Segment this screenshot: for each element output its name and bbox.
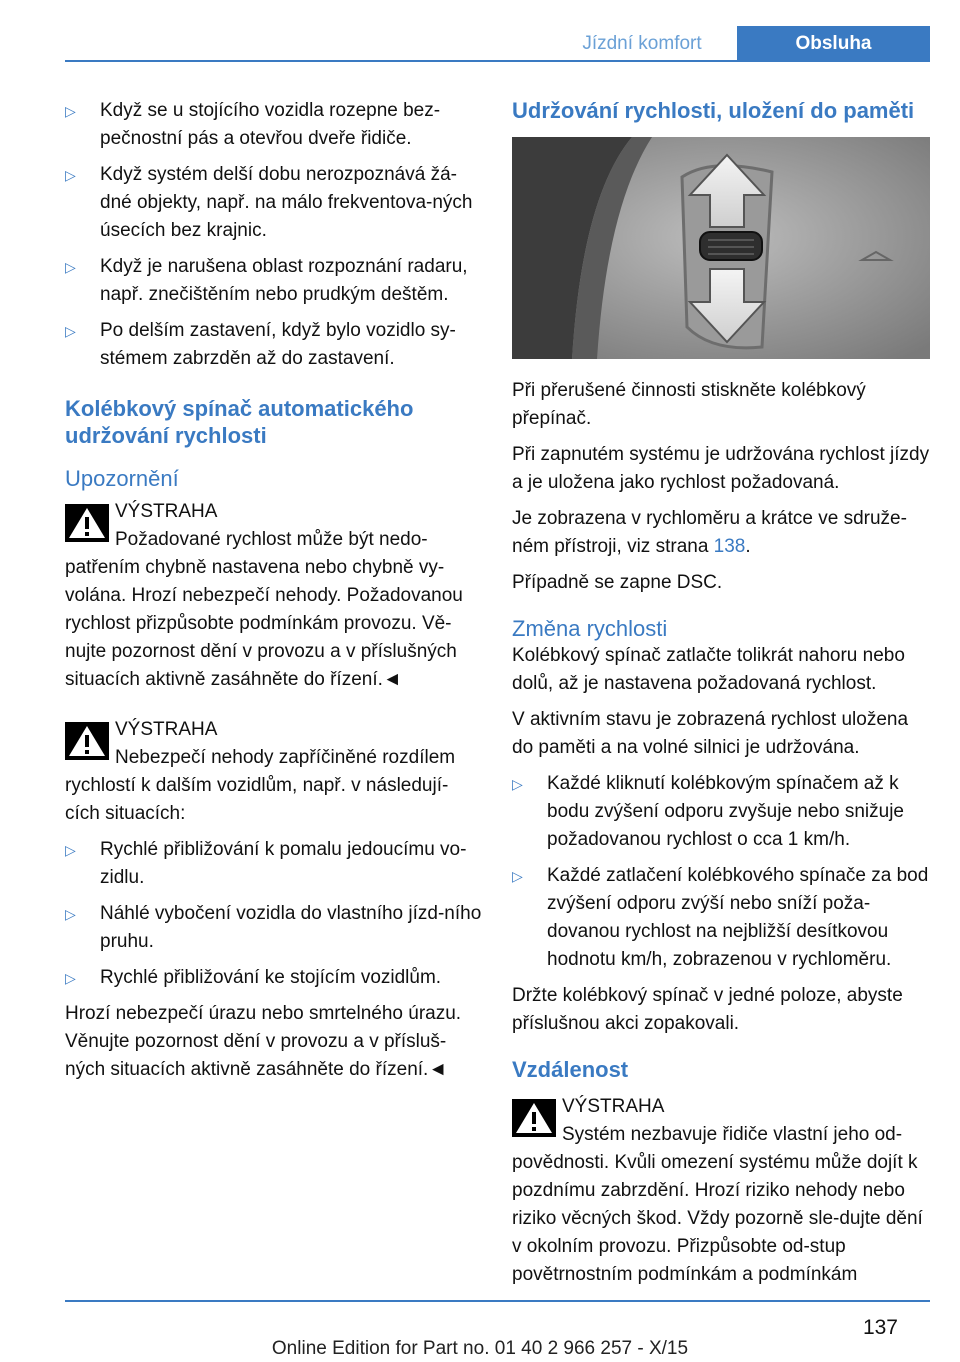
list-item: ▷ Rychlé přibližování ke stojícím vozidlům.	[65, 964, 483, 992]
warning-triangle-icon	[65, 722, 109, 760]
list-item: ▷ Po delším zastavení, když bylo vozidlo sy‐stémem zabrzděn až do zastavení.	[65, 317, 483, 373]
left-column	[65, 97, 483, 1092]
right-column	[512, 97, 930, 1297]
footer-rule	[65, 1300, 930, 1302]
page-footer	[0, 1300, 960, 1362]
subsection-heading: Upozornění	[65, 466, 179, 491]
header-tab-section: Jízdní komfort	[582, 33, 702, 54]
triangle-bullet-icon: ▷	[65, 259, 76, 275]
warning-triangle-icon	[512, 1099, 556, 1137]
closing-paragraph: Hrozí nebezpečí úrazu nebo smrtelného úrazu. Věnujte pozornost dění v provozu a v přísluš‐ných situacích aktivně zasáhněte do řízení.◄	[65, 1003, 462, 1080]
list-item: ▷ Když se u stojícího vozidla rozepne bez‐pečnostní pás a otevřou dveře řidiče.	[65, 97, 483, 153]
list-item: ▷ Když je narušena oblast rozpoznání radaru, např. znečištěním nebo prudkým deštěm.	[65, 253, 483, 309]
triangle-bullet-icon: ▷	[65, 103, 76, 119]
list-item: ▷ Když systém delší dobu nerozpoznává žá‐dné objekty, např. na málo frekventova‐ných úsecích bez krajnic.	[65, 161, 483, 245]
triangle-bullet-icon: ▷	[512, 776, 523, 792]
paragraph: Při přerušené činnosti stiskněte kolébkový přepínač.	[512, 380, 866, 429]
warning-triangle-icon	[65, 504, 109, 542]
warning-text: Systém nezbavuje řidiče vlastní jeho od‐povědnosti. Kvůli omezení systému může dojít k pozdnímu zabrzdění. Hrozí riziko nehody nebo riziko věcných škod. Vždy pozorně sle‐dujte dění v okolním provozu. Přizpůsobte od‐stup povětrnostním podmínkám a podmínkám	[512, 1124, 923, 1285]
triangle-bullet-icon: ▷	[65, 167, 76, 183]
header-tab-active: Obsluha	[737, 26, 930, 62]
page-reference-link[interactable]: 138	[713, 536, 746, 557]
warning-text: Požadované rychlost může být nedo‐patřením chybně nastavena nebo chybně vy‐volána. Hrozí nebezpečí nehody. Požadovanou rychlost přizpůsobte podmínkám provozu. Vě‐nujte pozornost dění v provozu a v příslušných situacích aktivně zasáhněte do řízení.◄	[65, 529, 463, 690]
warning-title: VÝSTRAHA	[115, 501, 218, 522]
section-heading: Vzdálenost	[512, 1057, 629, 1082]
page-number: 137	[862, 1316, 898, 1339]
steering-wheel-rocker-switch-image	[512, 137, 930, 359]
paragraph: Držte kolébkový spínač v jedné poloze, abyste příslušnou akci zopakovali.	[512, 985, 903, 1034]
list-item: ▷ Každé zatlačení kolébkového spínače za bod zvýšení odporu zvýší nebo sníží poža‐dovanou rychlost na nejbližší desítkovou hodnotu km/h, zobrazenou v rychloměru.	[512, 862, 930, 974]
list-item: ▷ Rychlé přibližování k pomalu jedoucímu vo‐zidlu.	[65, 836, 483, 892]
section-heading: Kolébkový spínač automatického udržování rychlosti	[65, 396, 414, 448]
paragraph: Při zapnutém systému je udržována rychlost jízdy a je uložena jako rychlost požadovaná.	[512, 444, 930, 493]
warning-block	[512, 1093, 930, 1289]
warning-block	[65, 498, 483, 694]
paragraph: Kolébkový spínač zatlačte tolikrát nahoru nebo dolů, až je nastavena požadovaná rychlost.	[512, 645, 905, 694]
header-rule	[65, 60, 930, 62]
warning-block	[65, 716, 483, 828]
triangle-bullet-icon: ▷	[65, 906, 76, 922]
subsection-heading: Změna rychlosti	[512, 616, 668, 641]
warning-title: VÝSTRAHA	[115, 719, 218, 740]
triangle-bullet-icon: ▷	[65, 970, 76, 986]
paragraph: V aktivním stavu je zobrazená rychlost uložena do paměti a na volné silnici je udržována.	[512, 709, 909, 758]
triangle-bullet-icon: ▷	[65, 323, 76, 339]
list-item: ▷ Každé kliknutí kolébkovým spínačem až k bodu zvýšení odporu zvyšuje nebo snižuje požadovanou rychlost o cca 1 km/h.	[512, 770, 930, 854]
edition-text: Online Edition for Part no. 01 40 2 966 257 - X/15	[271, 1338, 689, 1359]
triangle-bullet-icon: ▷	[65, 842, 76, 858]
section-heading: Udržování rychlosti, uložení do paměti	[512, 98, 915, 123]
paragraph: Je zobrazena v rychloměru a krátce ve sdruže‐ném přístroji, viz strana 138.	[512, 508, 907, 557]
paragraph: Případně se zapne DSC.	[512, 572, 723, 593]
warning-text: Nebezpečí nehody zapříčiněné rozdílem rychlostí k dalším vozidlům, např. v následují‐cích situacích:	[65, 747, 456, 824]
triangle-bullet-icon: ▷	[512, 868, 523, 884]
list-item: ▷ Náhlé vybočení vozidla do vlastního jízd‐ního pruhu.	[65, 900, 483, 956]
warning-title: VÝSTRAHA	[562, 1096, 665, 1117]
